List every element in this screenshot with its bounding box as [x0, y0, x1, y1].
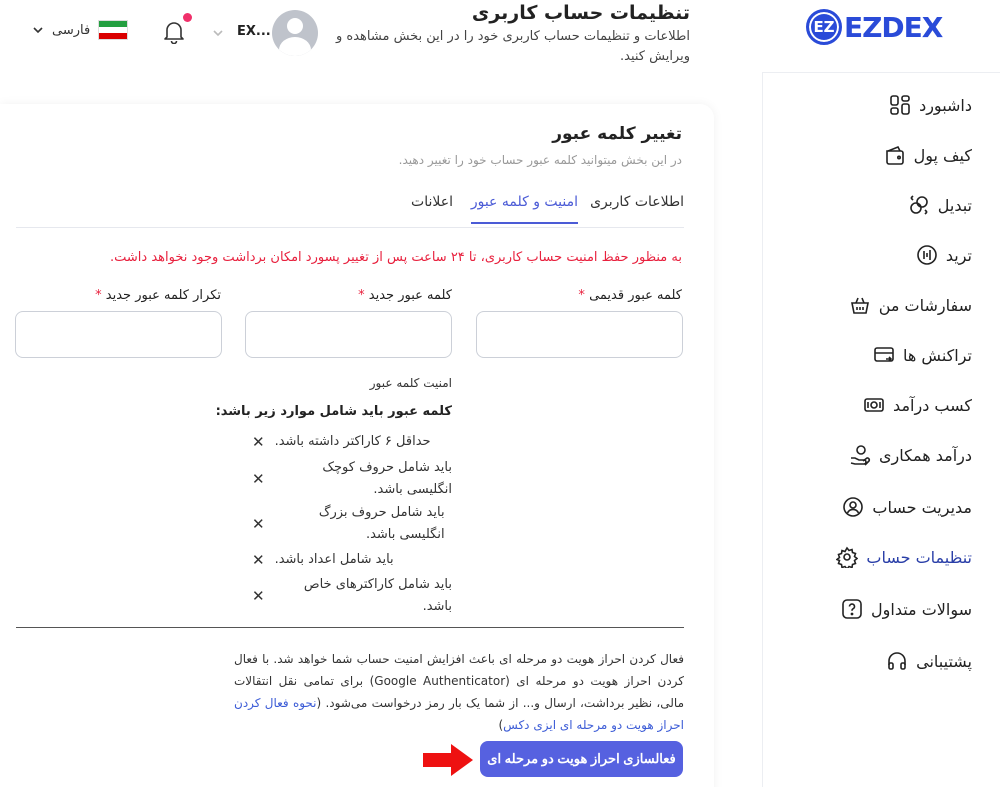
language-selector[interactable]	[32, 20, 128, 40]
sidebar-item-label: درآمد همکاری	[879, 445, 972, 465]
withdraw-warning: به منظور حفظ امنیت حساب کاربری، تا ۲۴ ساعت پس از تغییر پسورد امکان برداشت وجود نخواهد داشت.	[110, 250, 682, 265]
section-description: در این بخش میتوانید کلمه عبور حساب خود را تغییر دهید.	[398, 153, 682, 167]
new-password-label: کلمه عبور جدید *	[358, 288, 452, 303]
close-icon: ✕	[252, 433, 265, 451]
sidebar-item-label: سوالات متداول	[871, 599, 972, 619]
repeat-password-label: تکرار کلمه عبور جدید *	[95, 288, 221, 303]
tab-security-password[interactable]: امنیت و کلمه عبور	[471, 194, 578, 224]
sidebar	[762, 72, 1000, 787]
dashboard-icon	[889, 94, 911, 116]
sidebar-item-exchange[interactable]	[908, 189, 972, 221]
bell-icon[interactable]	[163, 20, 185, 44]
password-strength-title: امنیت کلمه عبور	[369, 376, 452, 390]
close-icon: ✕	[252, 470, 265, 488]
old-password-input[interactable]	[476, 311, 683, 358]
close-icon: ✕	[252, 587, 265, 605]
sidebar-item-affiliate[interactable]	[849, 439, 972, 471]
exchange-icon	[908, 194, 930, 216]
sidebar-item-settings[interactable]	[836, 541, 972, 573]
sidebar-item-label: داشبورد	[919, 95, 972, 115]
page-title: تنظیمات حساب کاربری	[471, 2, 690, 24]
sidebar-item-faq[interactable]	[841, 593, 972, 625]
hand-coin-icon	[849, 444, 871, 466]
sidebar-item-wallet[interactable]	[884, 139, 972, 171]
twofa-description: فعال کردن احراز هویت دو مرحله ای باعث افزایش امنیت حساب شما خواهد شد. با فعال کردن احراز هویت دو مرحله ای (Google Authenticator) برای تمامی نقل انتقالات مالی، نظیر برداشت، ارسال و... از شما یک بار رمز درخواست می‌شود. (نحوه فعال کردن احراز هویت دو مرحله ای ایزی دکس)	[234, 652, 685, 732]
user-circle-icon	[842, 496, 864, 518]
tab-bar	[16, 186, 684, 228]
password-rules-title: کلمه عبور باید شامل موارد زیر باشد:	[215, 404, 452, 419]
repeat-password-input[interactable]	[15, 311, 222, 358]
gear-icon	[836, 546, 858, 568]
sidebar-item-label: مدیریت حساب	[872, 497, 972, 517]
trade-icon	[916, 244, 938, 266]
section-title: تغییر کلمه عبور	[552, 124, 682, 144]
sidebar-item-support[interactable]	[886, 645, 972, 677]
sidebar-item-label: تبدیل	[937, 195, 972, 215]
logo[interactable]	[806, 8, 946, 46]
sidebar-item-label: کیف پول	[913, 145, 972, 165]
avatar[interactable]	[272, 10, 318, 56]
basket-icon	[849, 294, 871, 316]
password-rule: ✕ حداقل ۶ کاراکتر داشته باشد.	[252, 433, 431, 451]
password-rule: ✕ باید شامل اعداد باشد.	[252, 551, 394, 569]
password-rule: ✕ باید شامل کاراکترهای خاص باشد.	[252, 577, 452, 614]
question-icon	[841, 598, 863, 620]
sidebar-item-label: تنظیمات حساب	[866, 547, 972, 567]
close-icon: ✕	[252, 551, 265, 569]
language-label: فارسی	[52, 22, 91, 38]
headphones-icon	[886, 650, 908, 672]
notification-dot	[183, 13, 192, 22]
arrow-right-icon	[421, 742, 475, 778]
logo-badge: EZ	[806, 9, 842, 45]
user-name[interactable]: EX...	[237, 24, 271, 39]
sidebar-item-transactions[interactable]	[873, 339, 972, 371]
sidebar-item-label: پشتیبانی	[916, 651, 972, 671]
new-password-input[interactable]	[245, 311, 452, 358]
chevron-down-icon	[32, 24, 44, 36]
tab-notifications[interactable]: اعلانات	[411, 194, 453, 210]
enable-2fa-button[interactable]: فعالسازی احراز هویت دو مرحله ای	[480, 741, 683, 777]
divider	[16, 627, 684, 628]
sidebar-item-account[interactable]	[842, 491, 972, 523]
money-icon	[863, 394, 885, 416]
password-rule: ✕ باید شامل حروف بزرگ انگلیسی باشد.	[252, 505, 445, 542]
old-password-label: کلمه عبور قدیمی *	[578, 288, 682, 303]
sidebar-item-trade[interactable]	[916, 239, 972, 271]
sidebar-item-earn[interactable]	[863, 389, 972, 421]
sidebar-item-dashboard[interactable]	[889, 89, 972, 121]
page-description: اطلاعات و تنظیمات حساب کاربری خود را در این بخش مشاهده و ویرایش کنید.	[336, 29, 690, 64]
wallet-icon	[884, 144, 906, 166]
tab-user-info[interactable]: اطلاعات کاربری	[590, 194, 684, 210]
sidebar-item-label: سفارشات من	[878, 295, 972, 315]
iran-flag-icon	[98, 20, 128, 40]
sidebar-item-label: کسب درآمد	[893, 395, 972, 415]
logo-text: EZDEX	[844, 10, 943, 44]
close-icon: ✕	[252, 515, 265, 533]
twofa-help-link[interactable]: نحوه فعال کردن احراز هویت دو مرحله ای ایزی دکس	[234, 696, 684, 732]
chevron-down-icon[interactable]	[212, 27, 224, 39]
sidebar-item-label: تراکنش ها	[903, 345, 972, 365]
sidebar-item-label: ترید	[945, 245, 972, 265]
sidebar-item-orders[interactable]	[849, 289, 972, 321]
card-icon	[873, 344, 895, 366]
password-rule: ✕ باید شامل حروف کوچک انگلیسی باشد.	[252, 460, 452, 497]
top-header	[0, 0, 1000, 72]
